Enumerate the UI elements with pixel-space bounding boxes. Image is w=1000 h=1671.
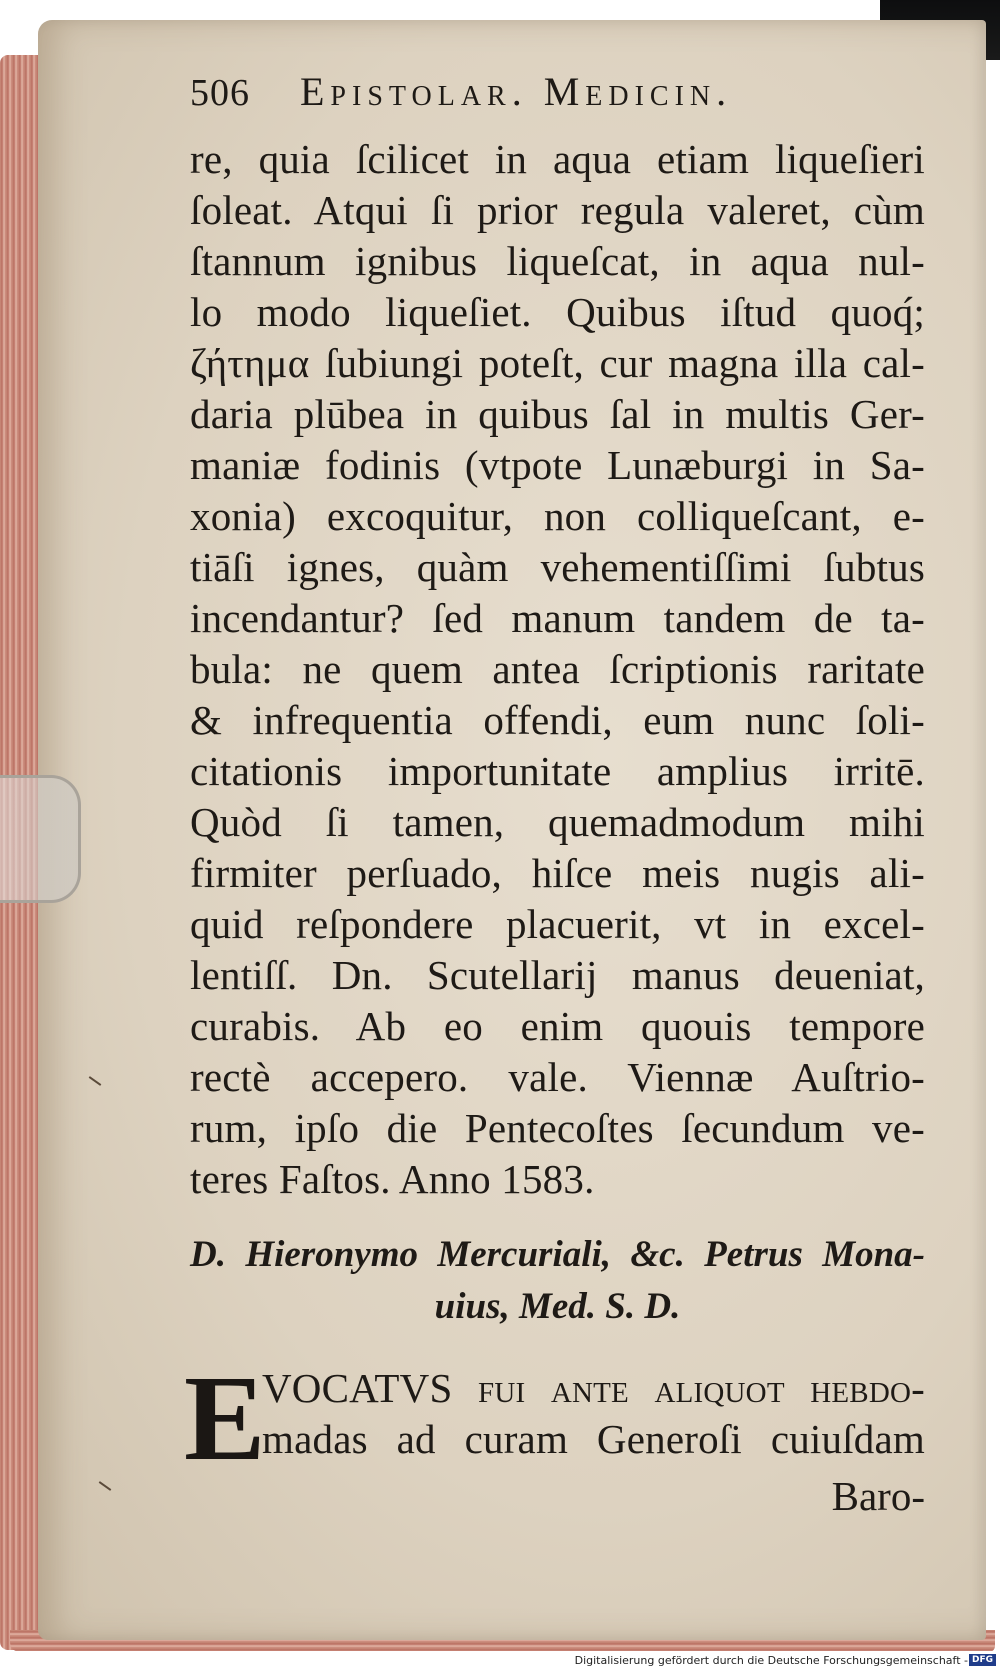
letter-heading-line: uius, Med. S. D. (434, 1286, 681, 1327)
text-line: teres Faſtos. Anno 1583. (190, 1156, 595, 1202)
text-line: tiāſi ignes, quàm vehementiſſimi ſubtus (190, 544, 925, 590)
text-line: ζήτημα ſubiungi poteſt, cur magna illa cal- (190, 340, 925, 386)
letter-heading-line: D. Hieronymo Mercuriali, &c. Petrus Mona- (190, 1234, 925, 1275)
running-title: Epistolar. Medicin. (300, 69, 733, 114)
text-line: citationis importunitate amplius irritē. (190, 748, 925, 794)
text-line: quid reſpondere placuerit, vt in excel- (190, 901, 925, 947)
page-number: 506 (190, 72, 250, 114)
page-header (190, 68, 940, 134)
body-text (190, 134, 940, 1205)
letter-heading (190, 1229, 925, 1333)
text-line: VOCATVS fui ante aliquot hebdo- (262, 1365, 925, 1411)
text-line: rum, ipſo die Pentecoſtes ſecundum ve- (190, 1105, 925, 1151)
drop-cap: E (184, 1351, 266, 1486)
page-text (184, 68, 940, 1522)
text-line: bula: ne quem antea ſcriptionis raritate (190, 646, 925, 692)
text-line: lo modo liqueſiet. Quibus iſtud quoq́; (190, 289, 925, 335)
bookmark-tab (0, 775, 81, 903)
text-line: maniæ fodinis (vtpote Lunæburgi in Sa- (190, 442, 925, 488)
text-line: madas ad curam Generoſi cuiuſdam (262, 1416, 925, 1462)
funding-credit: Digitalisierung gefördert durch die Deutsche Forschungsgemeinschaft - (574, 1654, 968, 1667)
catchword: Baro- (831, 1473, 925, 1519)
text-line: firmiter perſuado, hiſce meis nugis ali- (190, 850, 925, 896)
letter-opening (184, 1351, 925, 1486)
text-line: & infrequentia offendi, eum nunc ſoli- (190, 697, 925, 743)
text-line: Quòd ſi tamen, quemadmodum mihi (190, 799, 925, 845)
text-line: rectè accepero. vale. Viennæ Auſtrio- (190, 1054, 925, 1100)
text-line: curabis. Ab eo enim quouis tempore (190, 1003, 925, 1049)
text-line: lentiſſ. Dn. Scutellarij manus deueniat, (190, 952, 925, 998)
text-line: daria plūbea in quibus ſal in multis Ger- (190, 391, 925, 437)
digitization-footer (0, 1651, 1000, 1671)
text-line: ſtannum ignibus liqueſcat, in aqua nul- (190, 238, 925, 284)
text-line: xonia) excoquitur, non colliqueſcant, e- (190, 493, 925, 539)
text-line: ſoleat. Atqui ſi prior regula valeret, cùm (190, 187, 925, 233)
dfg-logo: DFG (969, 1654, 996, 1666)
text-line: incendantur? ſed manum tandem de ta- (190, 595, 925, 641)
text-line: re, quia ſcilicet in aqua etiam liqueſieri (190, 136, 925, 182)
